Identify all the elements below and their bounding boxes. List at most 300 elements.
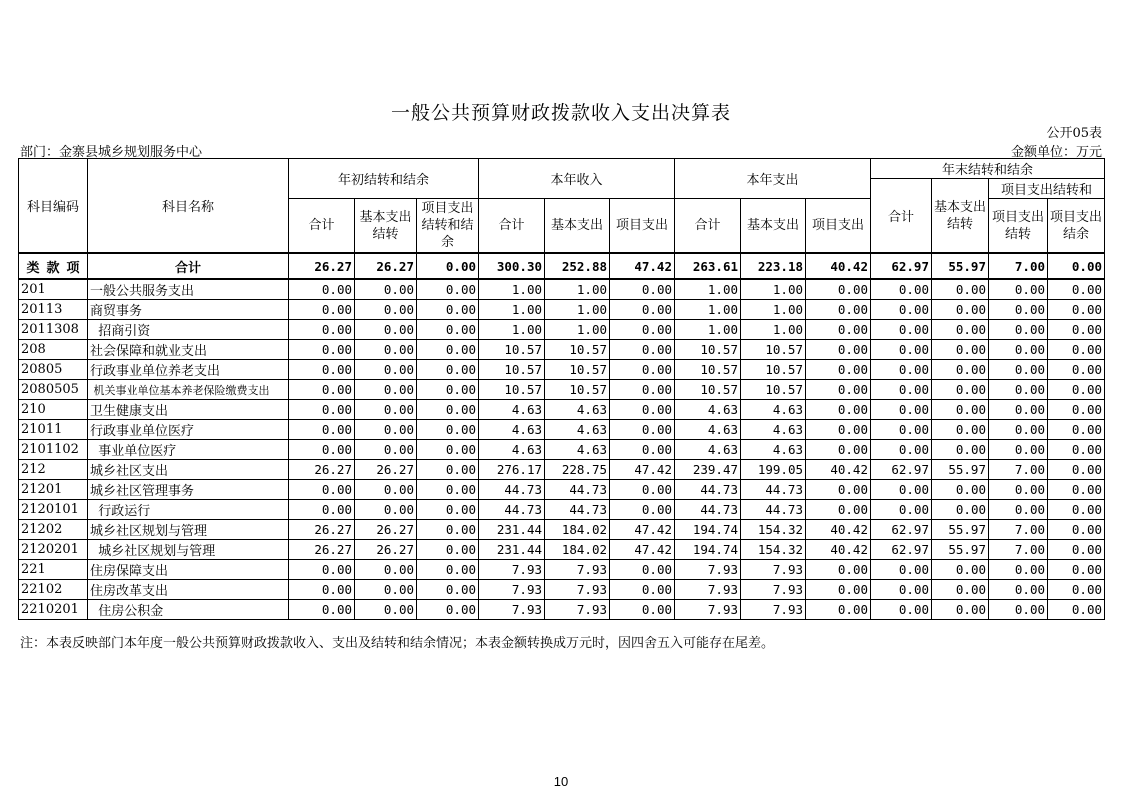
subject-code: 20113 (19, 300, 88, 320)
amount-cell: 0.00 (355, 300, 417, 320)
subject-name: 住房保障支出 (88, 560, 289, 580)
subject-name: 行政运行 (88, 500, 289, 520)
amount-cell: 231.44 (479, 540, 545, 560)
table-row (19, 600, 1105, 620)
department-label: 部门：金寨县城乡规划服务中心 (20, 145, 203, 160)
amount-cell: 0.00 (871, 600, 932, 620)
amount-cell: 0.00 (806, 500, 871, 520)
amount-cell: 0.00 (355, 340, 417, 360)
subject-name: 机关事业单位基本养老保险缴费支出 (88, 380, 289, 400)
amount-cell: 10.57 (545, 380, 610, 400)
amount-cell: 44.73 (479, 500, 545, 520)
amount-cell: 10.57 (675, 360, 741, 380)
subject-name: 城乡社区规划与管理 (88, 520, 289, 540)
amount-cell: 10.57 (545, 340, 610, 360)
amount-cell: 0.00 (289, 300, 355, 320)
amount-cell: 40.42 (806, 460, 871, 480)
amount-cell: 0.00 (417, 400, 479, 420)
total-row-category-labels (19, 253, 88, 279)
amount-cell: 0.00 (1048, 440, 1105, 460)
amount-cell: 0.00 (1048, 360, 1105, 380)
amount-cell: 4.63 (741, 400, 806, 420)
amount-cell: 26.27 (355, 460, 417, 480)
amount-cell: 0.00 (871, 360, 932, 380)
amount-cell: 0.00 (806, 340, 871, 360)
total-row (19, 253, 1105, 279)
table-row (19, 400, 1105, 420)
amount-cell: 26.27 (289, 540, 355, 560)
amount-cell: 4.63 (479, 400, 545, 420)
amount-cell: 44.73 (545, 500, 610, 520)
amount-cell: 0.00 (417, 279, 479, 300)
amount-cell: 0.00 (806, 480, 871, 500)
amount-cell: 62.97 (871, 520, 932, 540)
table-row (19, 460, 1105, 480)
header-project-carry-group: 项目支出结转和 (989, 179, 1105, 199)
amount-unit-label: 金额单位：万元 (1010, 145, 1102, 160)
page-number: 10 (553, 774, 569, 789)
amount-cell: 7.00 (989, 520, 1048, 540)
amount-cell: 0.00 (806, 440, 871, 460)
amount-cell: 7.93 (741, 600, 806, 620)
amount-cell: 0.00 (871, 500, 932, 520)
header-closing-balance: 年末结转和结余 (871, 159, 1105, 179)
amount-cell: 0.00 (355, 480, 417, 500)
amount-cell: 44.73 (741, 480, 806, 500)
amount-cell: 0.00 (417, 600, 479, 620)
amount-cell: 0.00 (289, 279, 355, 300)
header-row-1 (19, 159, 1105, 179)
amount-cell: 0.00 (417, 340, 479, 360)
header-opening-basic-carry: 基本支出结转 (355, 199, 417, 254)
amount-cell: 0.00 (355, 440, 417, 460)
amount-cell: 0.00 (289, 560, 355, 580)
subject-code: 21201 (19, 480, 88, 500)
amount-cell: 10.57 (675, 380, 741, 400)
amount-cell: 4.63 (675, 400, 741, 420)
amount-cell: 0.00 (610, 420, 675, 440)
amount-cell: 26.27 (355, 540, 417, 560)
amount-cell: 10.57 (545, 360, 610, 380)
header-name: 科目名称 (88, 159, 289, 254)
amount-cell: 0.00 (806, 580, 871, 600)
amount-cell: 7.93 (545, 560, 610, 580)
header-opening-balance: 年初结转和结余 (289, 159, 479, 199)
amount-cell: 0.00 (610, 400, 675, 420)
amount-cell: 7.93 (545, 580, 610, 600)
amount-cell: 0.00 (806, 300, 871, 320)
header-current-income: 本年收入 (479, 159, 675, 199)
table-row (19, 560, 1105, 580)
amount-cell: 0.00 (871, 300, 932, 320)
total-value: 263.61 (675, 253, 741, 279)
amount-cell: 0.00 (417, 480, 479, 500)
amount-cell: 0.00 (871, 440, 932, 460)
amount-cell: 0.00 (417, 320, 479, 340)
amount-cell: 0.00 (989, 420, 1048, 440)
subject-name: 事业单位医疗 (88, 440, 289, 460)
subject-name: 招商引资 (88, 320, 289, 340)
amount-cell: 0.00 (806, 279, 871, 300)
amount-cell: 0.00 (289, 440, 355, 460)
amount-cell: 4.63 (479, 440, 545, 460)
amount-cell: 0.00 (871, 480, 932, 500)
subject-code: 2210201 (19, 600, 88, 620)
amount-cell: 4.63 (545, 420, 610, 440)
table-row (19, 520, 1105, 540)
amount-cell: 7.93 (545, 600, 610, 620)
amount-cell: 0.00 (989, 400, 1048, 420)
subject-code: 2101102 (19, 440, 88, 460)
amount-cell: 0.00 (417, 560, 479, 580)
subject-code: 22102 (19, 580, 88, 600)
amount-cell: 0.00 (989, 380, 1048, 400)
amount-cell: 0.00 (289, 360, 355, 380)
amount-cell: 0.00 (610, 580, 675, 600)
amount-cell: 0.00 (932, 480, 989, 500)
amount-cell: 0.00 (1048, 320, 1105, 340)
amount-cell: 1.00 (675, 279, 741, 300)
header-closing-project-carry: 项目支出结转 (989, 199, 1048, 254)
amount-cell: 10.57 (741, 340, 806, 360)
amount-cell: 1.00 (479, 279, 545, 300)
amount-cell: 0.00 (989, 279, 1048, 300)
amount-cell: 7.93 (675, 560, 741, 580)
amount-cell: 0.00 (355, 560, 417, 580)
amount-cell: 62.97 (871, 540, 932, 560)
amount-cell: 154.32 (741, 520, 806, 540)
amount-cell: 0.00 (417, 300, 479, 320)
header-income-basic: 基本支出 (545, 199, 610, 254)
amount-cell: 0.00 (932, 360, 989, 380)
amount-cell: 0.00 (1048, 500, 1105, 520)
amount-cell: 0.00 (932, 600, 989, 620)
amount-cell: 0.00 (1048, 380, 1105, 400)
amount-cell: 0.00 (806, 560, 871, 580)
amount-cell: 4.63 (545, 400, 610, 420)
header-expense-basic: 基本支出 (741, 199, 806, 254)
amount-cell: 0.00 (610, 279, 675, 300)
amount-cell: 0.00 (610, 440, 675, 460)
header-code: 科目编码 (19, 159, 88, 254)
amount-cell: 0.00 (355, 360, 417, 380)
amount-cell: 0.00 (289, 340, 355, 360)
subject-name: 一般公共服务支出 (88, 279, 289, 300)
table-row (19, 360, 1105, 380)
category-label-lei: 类 (26, 260, 40, 276)
amount-cell: 0.00 (610, 360, 675, 380)
amount-cell: 55.97 (932, 540, 989, 560)
subject-name: 社会保障和就业支出 (88, 340, 289, 360)
table-row (19, 279, 1105, 300)
amount-cell: 0.00 (355, 279, 417, 300)
amount-cell: 1.00 (479, 320, 545, 340)
amount-cell: 62.97 (871, 460, 932, 480)
total-value: 0.00 (417, 253, 479, 279)
total-value: 0.00 (1048, 253, 1105, 279)
header-closing-basic-carry: 基本支出结转 (932, 179, 989, 254)
subject-name: 行政事业单位养老支出 (88, 360, 289, 380)
subject-code: 212 (19, 460, 88, 480)
amount-cell: 0.00 (610, 480, 675, 500)
header-opening-total: 合计 (289, 199, 355, 254)
amount-cell: 0.00 (989, 440, 1048, 460)
amount-cell: 10.57 (479, 360, 545, 380)
amount-cell: 0.00 (932, 420, 989, 440)
amount-cell: 7.93 (479, 560, 545, 580)
amount-cell: 1.00 (741, 279, 806, 300)
amount-cell: 0.00 (417, 440, 479, 460)
category-label-xiang: 项 (66, 260, 80, 276)
amount-cell: 0.00 (417, 520, 479, 540)
amount-cell: 0.00 (932, 440, 989, 460)
subject-name: 城乡社区规划与管理 (88, 540, 289, 560)
amount-cell: 0.00 (417, 380, 479, 400)
amount-cell: 47.42 (610, 460, 675, 480)
amount-cell: 0.00 (355, 580, 417, 600)
amount-cell: 0.00 (806, 420, 871, 440)
amount-cell: 10.57 (479, 380, 545, 400)
amount-cell: 184.02 (545, 520, 610, 540)
subject-code: 201 (19, 279, 88, 300)
amount-cell: 199.05 (741, 460, 806, 480)
amount-cell: 0.00 (871, 380, 932, 400)
amount-cell: 0.00 (1048, 340, 1105, 360)
table-row (19, 440, 1105, 460)
amount-cell: 0.00 (871, 580, 932, 600)
amount-cell: 0.00 (932, 380, 989, 400)
footnote: 注：本表反映部门本年度一般公共预算财政拨款收入、支出及结转和结余情况；本表金额转换成万元时，因四舍五入可能存在尾差。 (20, 636, 775, 651)
total-value: 26.27 (289, 253, 355, 279)
amount-cell: 7.93 (741, 560, 806, 580)
subject-name: 卫生健康支出 (88, 400, 289, 420)
table-row (19, 580, 1105, 600)
amount-cell: 0.00 (289, 400, 355, 420)
amount-cell: 0.00 (355, 380, 417, 400)
amount-cell: 0.00 (355, 500, 417, 520)
amount-cell: 10.57 (479, 340, 545, 360)
amount-cell: 0.00 (417, 580, 479, 600)
total-value: 26.27 (355, 253, 417, 279)
amount-cell: 7.93 (675, 580, 741, 600)
header-current-expense: 本年支出 (675, 159, 871, 199)
amount-cell: 0.00 (806, 400, 871, 420)
amount-cell: 0.00 (289, 500, 355, 520)
total-value: 7.00 (989, 253, 1048, 279)
amount-cell: 4.63 (741, 420, 806, 440)
header-opening-project-carry: 项目支出结转和结余 (417, 199, 479, 254)
amount-cell: 228.75 (545, 460, 610, 480)
subject-code: 21202 (19, 520, 88, 540)
amount-cell: 4.63 (479, 420, 545, 440)
amount-cell: 0.00 (871, 420, 932, 440)
amount-cell: 0.00 (610, 500, 675, 520)
amount-cell: 0.00 (289, 480, 355, 500)
amount-cell: 0.00 (989, 500, 1048, 520)
header-expense-project: 项目支出 (806, 199, 871, 254)
amount-cell: 0.00 (932, 580, 989, 600)
amount-cell: 44.73 (675, 500, 741, 520)
amount-cell: 0.00 (610, 380, 675, 400)
amount-cell: 7.93 (479, 580, 545, 600)
amount-cell: 0.00 (806, 360, 871, 380)
amount-cell: 194.74 (675, 540, 741, 560)
amount-cell: 0.00 (417, 500, 479, 520)
amount-cell: 47.42 (610, 540, 675, 560)
amount-cell: 26.27 (355, 520, 417, 540)
header-income-project: 项目支出 (610, 199, 675, 254)
table-row (19, 320, 1105, 340)
subject-code: 2080505 (19, 380, 88, 400)
amount-cell: 0.00 (932, 400, 989, 420)
amount-cell: 44.73 (479, 480, 545, 500)
header-closing-total: 合计 (871, 179, 932, 254)
amount-cell: 0.00 (1048, 300, 1105, 320)
amount-cell: 0.00 (871, 400, 932, 420)
amount-cell: 0.00 (871, 279, 932, 300)
amount-cell: 0.00 (417, 460, 479, 480)
amount-cell: 0.00 (989, 600, 1048, 620)
amount-cell: 0.00 (989, 560, 1048, 580)
amount-cell: 0.00 (806, 320, 871, 340)
total-value: 300.30 (479, 253, 545, 279)
amount-cell: 0.00 (289, 580, 355, 600)
total-value: 40.42 (806, 253, 871, 279)
table-row (19, 340, 1105, 360)
amount-cell: 0.00 (1048, 279, 1105, 300)
amount-cell: 0.00 (932, 279, 989, 300)
table-row (19, 500, 1105, 520)
amount-cell: 10.57 (741, 360, 806, 380)
total-value: 62.97 (871, 253, 932, 279)
amount-cell: 154.32 (741, 540, 806, 560)
amount-cell: 4.63 (675, 420, 741, 440)
amount-cell: 0.00 (355, 600, 417, 620)
amount-cell: 44.73 (545, 480, 610, 500)
amount-cell: 0.00 (989, 360, 1048, 380)
amount-cell: 0.00 (989, 480, 1048, 500)
amount-cell: 0.00 (610, 600, 675, 620)
amount-cell: 4.63 (545, 440, 610, 460)
amount-cell: 0.00 (806, 600, 871, 620)
header-income-total: 合计 (479, 199, 545, 254)
amount-cell: 1.00 (741, 320, 806, 340)
table-row (19, 420, 1105, 440)
amount-cell: 0.00 (289, 600, 355, 620)
amount-cell: 0.00 (610, 560, 675, 580)
amount-cell: 44.73 (741, 500, 806, 520)
amount-cell: 0.00 (989, 340, 1048, 360)
amount-cell: 0.00 (289, 380, 355, 400)
total-value: 55.97 (932, 253, 989, 279)
amount-cell: 40.42 (806, 520, 871, 540)
amount-cell: 0.00 (610, 340, 675, 360)
total-value: 47.42 (610, 253, 675, 279)
subject-name: 城乡社区管理事务 (88, 480, 289, 500)
amount-cell: 0.00 (355, 320, 417, 340)
amount-cell: 0.00 (1048, 400, 1105, 420)
amount-cell: 4.63 (741, 440, 806, 460)
subject-name: 城乡社区支出 (88, 460, 289, 480)
amount-cell: 26.27 (289, 460, 355, 480)
amount-cell: 7.00 (989, 460, 1048, 480)
amount-cell: 1.00 (479, 300, 545, 320)
amount-cell: 239.47 (675, 460, 741, 480)
subject-name: 住房公积金 (88, 600, 289, 620)
amount-cell: 1.00 (741, 300, 806, 320)
amount-cell: 0.00 (1048, 460, 1105, 480)
amount-cell: 0.00 (1048, 480, 1105, 500)
subject-code: 208 (19, 340, 88, 360)
amount-cell: 0.00 (871, 560, 932, 580)
subject-name: 商贸事务 (88, 300, 289, 320)
subject-code: 2120101 (19, 500, 88, 520)
amount-cell: 0.00 (932, 320, 989, 340)
table-row (19, 380, 1105, 400)
amount-cell: 0.00 (1048, 560, 1105, 580)
amount-cell: 47.42 (610, 520, 675, 540)
amount-cell: 7.93 (741, 580, 806, 600)
amount-cell: 0.00 (1048, 580, 1105, 600)
amount-cell: 1.00 (545, 320, 610, 340)
header-expense-total: 合计 (675, 199, 741, 254)
amount-cell: 0.00 (1048, 540, 1105, 560)
subject-name: 住房改革支出 (88, 580, 289, 600)
category-label-kuan: 款 (46, 260, 60, 276)
table-row (19, 540, 1105, 560)
amount-cell: 0.00 (417, 420, 479, 440)
amount-cell: 0.00 (1048, 600, 1105, 620)
amount-cell: 0.00 (932, 500, 989, 520)
amount-cell: 0.00 (355, 400, 417, 420)
amount-cell: 0.00 (355, 420, 417, 440)
total-value: 223.18 (741, 253, 806, 279)
amount-cell: 0.00 (417, 360, 479, 380)
amount-cell: 55.97 (932, 460, 989, 480)
amount-cell: 0.00 (610, 320, 675, 340)
amount-cell: 0.00 (989, 300, 1048, 320)
amount-cell: 40.42 (806, 540, 871, 560)
amount-cell: 1.00 (675, 300, 741, 320)
amount-cell: 0.00 (989, 320, 1048, 340)
amount-cell: 4.63 (675, 440, 741, 460)
amount-cell: 44.73 (675, 480, 741, 500)
page-title: 一般公共预算财政拨款收入支出决算表 (390, 102, 731, 124)
amount-cell: 0.00 (989, 580, 1048, 600)
subject-name: 行政事业单位医疗 (88, 420, 289, 440)
amount-cell: 7.93 (675, 600, 741, 620)
amount-cell: 0.00 (932, 560, 989, 580)
amount-cell: 184.02 (545, 540, 610, 560)
amount-cell: 0.00 (871, 320, 932, 340)
form-number: 公开05表 (1046, 126, 1102, 141)
total-value: 252.88 (545, 253, 610, 279)
amount-cell: 0.00 (289, 420, 355, 440)
subject-code: 21011 (19, 420, 88, 440)
amount-cell: 1.00 (545, 279, 610, 300)
total-row-label: 合计 (88, 253, 289, 279)
subject-code: 210 (19, 400, 88, 420)
amount-cell: 276.17 (479, 460, 545, 480)
subject-code: 2120201 (19, 540, 88, 560)
amount-cell: 194.74 (675, 520, 741, 540)
table-row (19, 300, 1105, 320)
table-row (19, 480, 1105, 500)
amount-cell: 0.00 (610, 300, 675, 320)
header-closing-project-surplus: 项目支出结余 (1048, 199, 1105, 254)
amount-cell: 0.00 (871, 340, 932, 360)
subject-code: 20805 (19, 360, 88, 380)
